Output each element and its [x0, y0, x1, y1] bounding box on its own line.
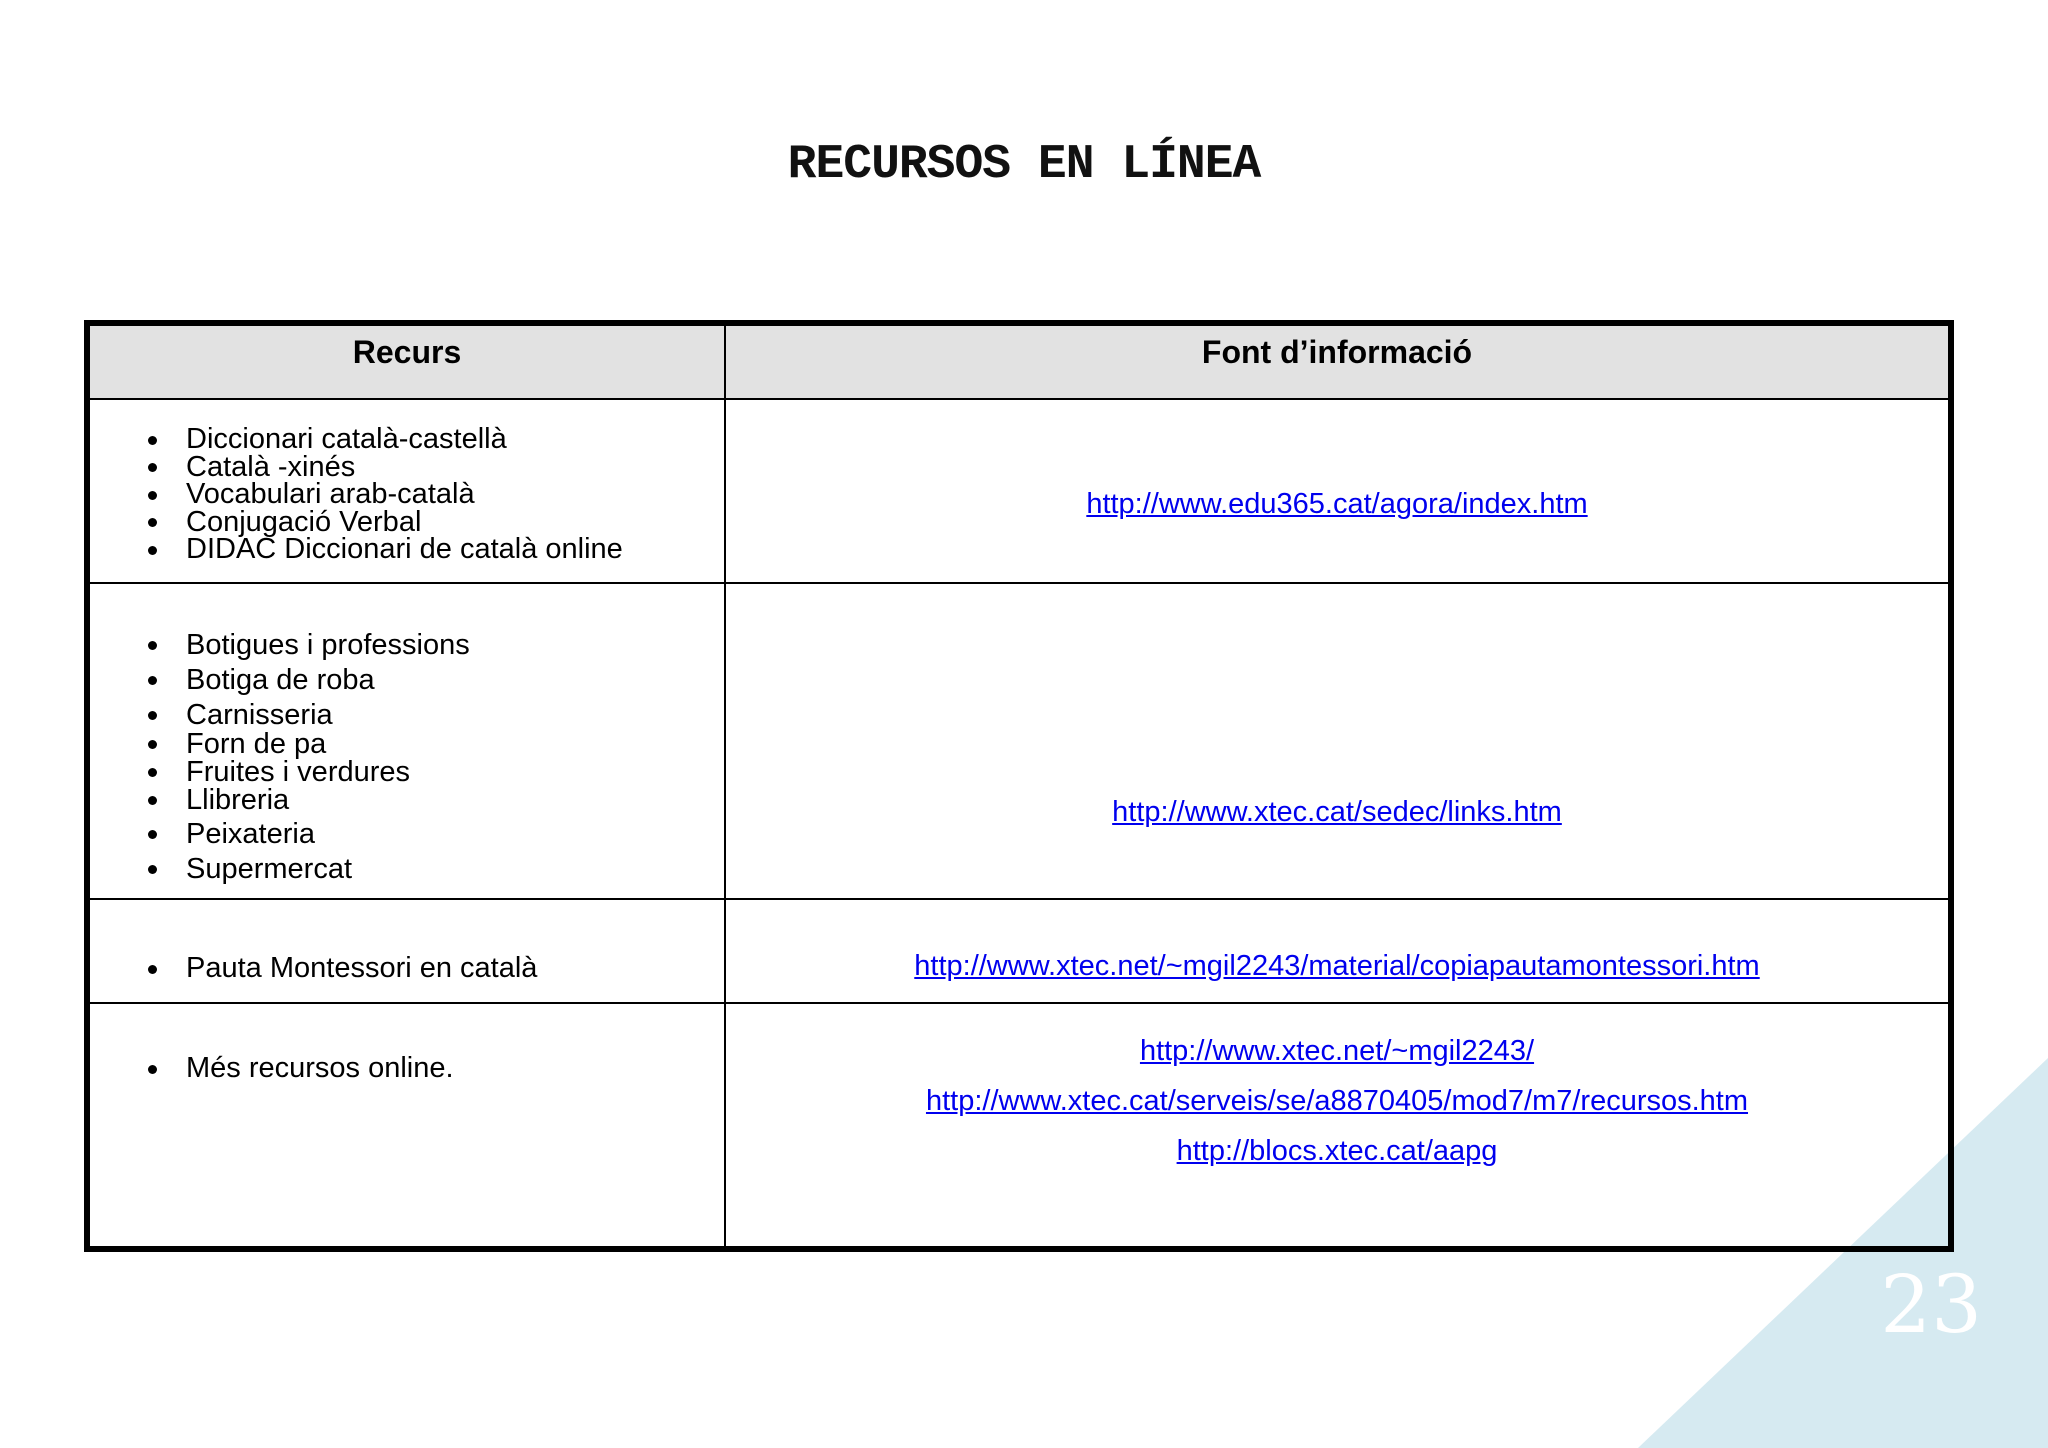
link-list [726, 1026, 1948, 1176]
list-item: Conjugació Verbal [142, 509, 724, 537]
page-number: 23 [1880, 1258, 1982, 1351]
list-item: Fruites i verdures [142, 758, 724, 786]
list-item: Supermercat [142, 854, 724, 884]
link-blocs-xtec-aapg[interactable]: http://blocs.xtec.cat/aapg [1176, 1135, 1498, 1167]
header-font-informacio: Font d’informació [725, 323, 1951, 399]
list-item: Llibreria [142, 786, 724, 814]
source-cell [725, 399, 1951, 583]
link-pauta-montessori[interactable]: http://www.xtec.net/~mgil2243/material/copiapautamontessori.htm [914, 950, 1760, 982]
resource-cell [87, 583, 725, 899]
header-recurs: Recurs [87, 323, 725, 399]
link-xtec-serveis-recursos[interactable]: http://www.xtec.cat/serveis/se/a8870405/mod7/m7/recursos.htm [925, 1085, 1749, 1117]
resource-list [90, 1052, 724, 1085]
table-row [87, 399, 1951, 583]
list-item: Més recursos online. [142, 1052, 724, 1085]
table-row [87, 583, 1951, 899]
source-cell [725, 583, 1951, 899]
link-xtec-mgil[interactable]: http://www.xtec.net/~mgil2243/ [1139, 1035, 1535, 1067]
source-cell [725, 1003, 1951, 1249]
list-item: Forn de pa [142, 730, 724, 758]
resource-cell [87, 899, 725, 1003]
list-item: Vocabulari arab-català [142, 481, 724, 509]
resource-list [90, 423, 724, 565]
list-item: Peixateria [142, 819, 724, 849]
list-item: Diccionari català-castellà [142, 426, 724, 454]
list-item: Pauta Montessori en català [142, 952, 724, 985]
resource-list [90, 630, 724, 884]
list-item: Carnisseria [142, 700, 724, 730]
link-edu365-agora[interactable]: http://www.edu365.cat/agora/index.htm [1086, 488, 1588, 520]
list-item: Català -xinés [142, 454, 724, 482]
list-item: Botiga de roba [142, 665, 724, 695]
link-xtec-sedec[interactable]: http://www.xtec.cat/sedec/links.htm [1112, 796, 1562, 828]
source-cell [725, 899, 1951, 1003]
resource-cell [87, 399, 725, 583]
resource-list [90, 952, 724, 985]
page-title: RECURSOS EN LÍNEA [787, 138, 1261, 192]
table-row [87, 1003, 1951, 1249]
table-row [87, 899, 1951, 1003]
list-item: DIDAC Diccionari de català online [142, 536, 724, 564]
resource-cell [87, 1003, 725, 1249]
list-item: Botigues i professions [142, 630, 724, 660]
resources-table [84, 320, 1954, 1252]
